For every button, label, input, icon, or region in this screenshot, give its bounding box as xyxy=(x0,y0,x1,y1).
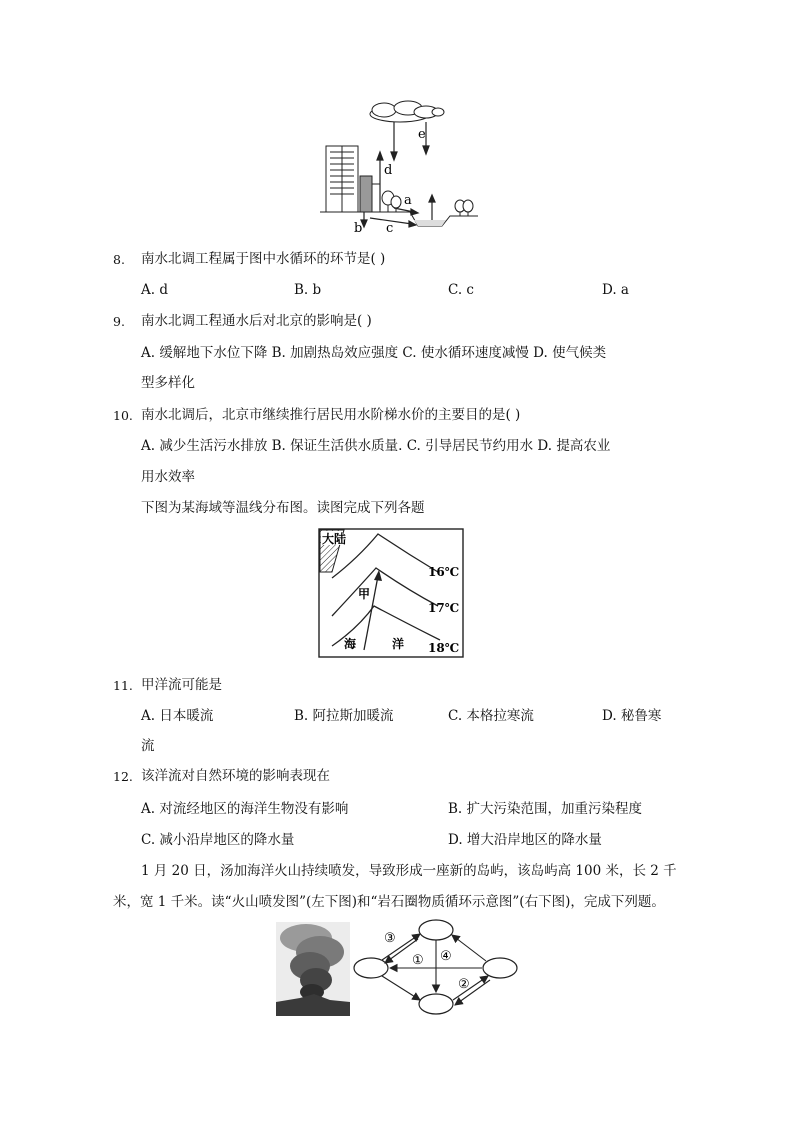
option-a: A. d xyxy=(141,282,168,298)
option-c: C. 减小沿岸地区的降水量 xyxy=(141,832,295,848)
node-right xyxy=(483,958,517,978)
label-d: d xyxy=(384,163,393,178)
question-number: 10. xyxy=(113,408,133,423)
question-number: 11. xyxy=(113,678,133,693)
question-options: A. 缓解地下水位下降 B. 加剧热岛效应强度 C. 使水循环速度减慢 D. 使气候类 xyxy=(141,345,607,361)
isotherm-label-17: 17℃ xyxy=(428,601,460,615)
option-b: B. 扩大污染范围，加重污染程度 xyxy=(448,801,643,817)
volcano-intro-line-2: 米，宽 1 千米。读“火山喷发图”(左下图)和“岩石圈物质循环示意图”(右下图)，完成下列题。 xyxy=(113,894,665,910)
question-number: 12. xyxy=(113,769,133,784)
label-4: ④ xyxy=(440,949,452,964)
cloud-icon xyxy=(370,101,444,122)
isotherm-label-16: 16℃ xyxy=(428,565,460,579)
rock-cycle-diagram xyxy=(352,918,522,1018)
sea-label-2: 洋 xyxy=(392,637,405,651)
option-d: D. 增大沿岸地区的降水量 xyxy=(448,832,602,848)
arrow-left-bottom xyxy=(382,976,420,1000)
question-stem: 南水北调工程属于图中水循环的环节是( ) xyxy=(141,251,386,267)
option-c: C. 本格拉寒流 xyxy=(448,708,534,724)
option-wrap: 流 xyxy=(141,738,155,754)
node-bottom xyxy=(419,994,453,1014)
question-options: A. 减少生活污水排放 B. 保证生活供水质量. C. 引导居民节约用水 D. 提高农业 xyxy=(141,438,611,454)
label-e: e xyxy=(418,127,426,142)
building-icon xyxy=(326,146,380,212)
sea-label-1: 海 xyxy=(344,637,357,651)
question-number: 8. xyxy=(113,252,125,267)
option-d: D. 秘鲁寒 xyxy=(602,708,662,724)
option-d: D. a xyxy=(602,282,629,298)
node-left xyxy=(354,958,388,978)
label-b: b xyxy=(354,221,363,236)
question-stem: 南水北调工程通水后对北京的影响是( ) xyxy=(141,313,372,329)
arrow-top-right xyxy=(452,935,486,961)
question-stem: 该洋流对自然环境的影响表现在 xyxy=(141,768,330,784)
node-top xyxy=(419,920,453,940)
water-body xyxy=(414,220,446,226)
label-1: ① xyxy=(412,953,424,968)
volcano-intro-line-1: 1 月 20 日，汤加海洋火山持续喷发，导致形成一座新的岛屿，该岛屿高 100 米，长 2 千 xyxy=(141,863,677,879)
question-number: 9. xyxy=(113,314,125,329)
question-options-wrap: 型多样化 xyxy=(141,375,195,391)
question-stem: 南水北调后，北京市继续推行居民用水阶梯水价的主要目的是( ) xyxy=(141,407,521,423)
option-a: A. 对流经地区的海洋生物没有影响 xyxy=(141,801,349,817)
option-a: A. 日本暖流 xyxy=(141,708,214,724)
land-label: 大陆 xyxy=(322,532,347,546)
question-stem: 甲洋流可能是 xyxy=(141,677,222,693)
label-2: ② xyxy=(458,977,470,992)
isotherm-figure xyxy=(318,528,464,660)
water-cycle-figure xyxy=(318,100,488,240)
ground-line xyxy=(320,212,478,226)
volcano-photo xyxy=(276,922,350,1016)
label-3: ③ xyxy=(384,931,396,946)
question-options-wrap: 用水效率 xyxy=(141,469,195,485)
option-b: B. b xyxy=(294,282,322,298)
option-b: B. 阿拉斯加暖流 xyxy=(294,708,394,724)
option-c: C. c xyxy=(448,282,474,298)
isotherm-intro: 下图为某海域等温线分布图。读图完成下列各题 xyxy=(141,500,425,516)
current-label: 甲 xyxy=(358,587,371,601)
isotherm-label-18: 18℃ xyxy=(428,641,460,655)
label-a: a xyxy=(404,193,412,208)
label-c: c xyxy=(386,221,394,236)
